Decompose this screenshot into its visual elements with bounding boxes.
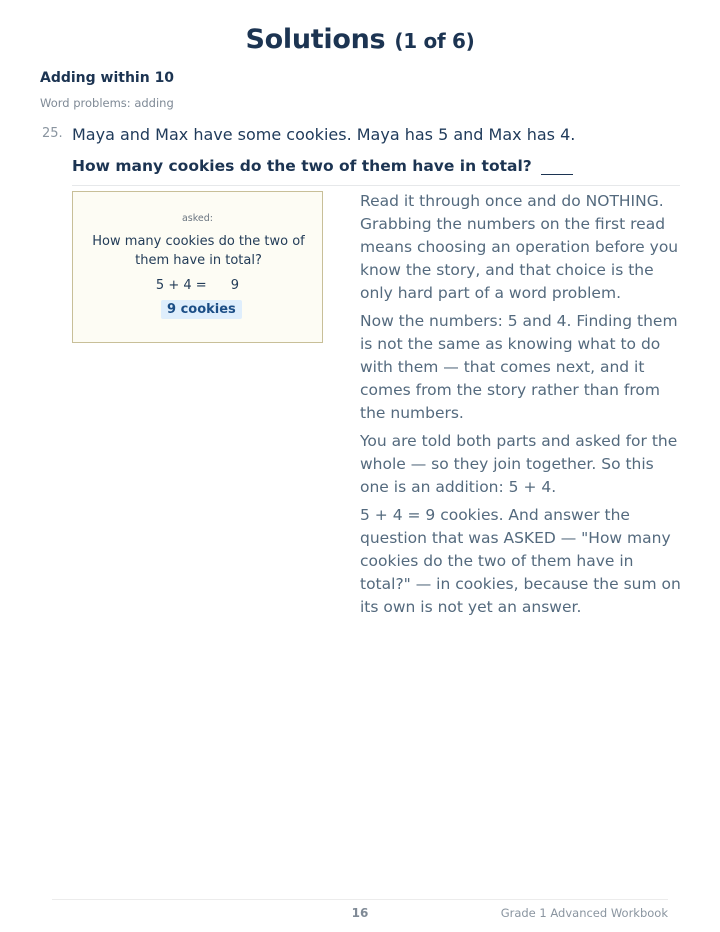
- solution-steps: [360, 190, 686, 624]
- footer-divider: [52, 899, 668, 900]
- page-title: [0, 24, 720, 55]
- section-heading: Adding within 10: [40, 70, 175, 86]
- problem-number: 25.: [42, 126, 63, 141]
- step-paragraph: Read it through once and do NOTHING. Grabbing the numbers on the first read means choosing an operation before you know the story, and that choice is the only hard part of a word problem.: [360, 192, 679, 302]
- answer-blank: [541, 161, 573, 175]
- solution-card: [72, 191, 323, 343]
- step-paragraph: 5 + 4 = 9 cookies. And answer the question that was ASKED — "How many cookies do the two of them have in total?" — in cookies, because the sum on its own is not yet an answer.: [360, 506, 681, 616]
- equation-result: 9: [230, 278, 240, 293]
- divider: [72, 185, 680, 186]
- step-paragraph: Now the numbers: 5 and 4. Finding them is not the same as knowing what to do with them — that comes next, and it comes from the story rather than from the numbers.: [360, 312, 678, 422]
- page-title-text: Solutions: [245, 24, 386, 55]
- subsection-heading: Word problems: adding: [40, 96, 174, 110]
- asked-label: asked:: [181, 213, 213, 224]
- page-number: 16: [351, 906, 369, 920]
- asked-question: How many cookies do the two of them have in total?: [92, 234, 305, 268]
- equation: 5 + 4 =: [155, 278, 207, 293]
- step-paragraph: You are told both parts and asked for the whole — so they join together. So this one is an addition: 5 + 4.: [360, 432, 678, 496]
- answer-badge: 9 cookies: [161, 300, 242, 319]
- book-title: Grade 1 Advanced Workbook: [500, 906, 668, 920]
- problem-text: Maya and Max have some cookies. Maya has 5 and Max has 4.: [72, 125, 576, 144]
- page-title-suffix: (1 of 6): [394, 29, 475, 53]
- problem-question: [72, 157, 573, 175]
- equation-row: [73, 278, 322, 293]
- problem-question-text: How many cookies do the two of them have in total?: [72, 157, 532, 175]
